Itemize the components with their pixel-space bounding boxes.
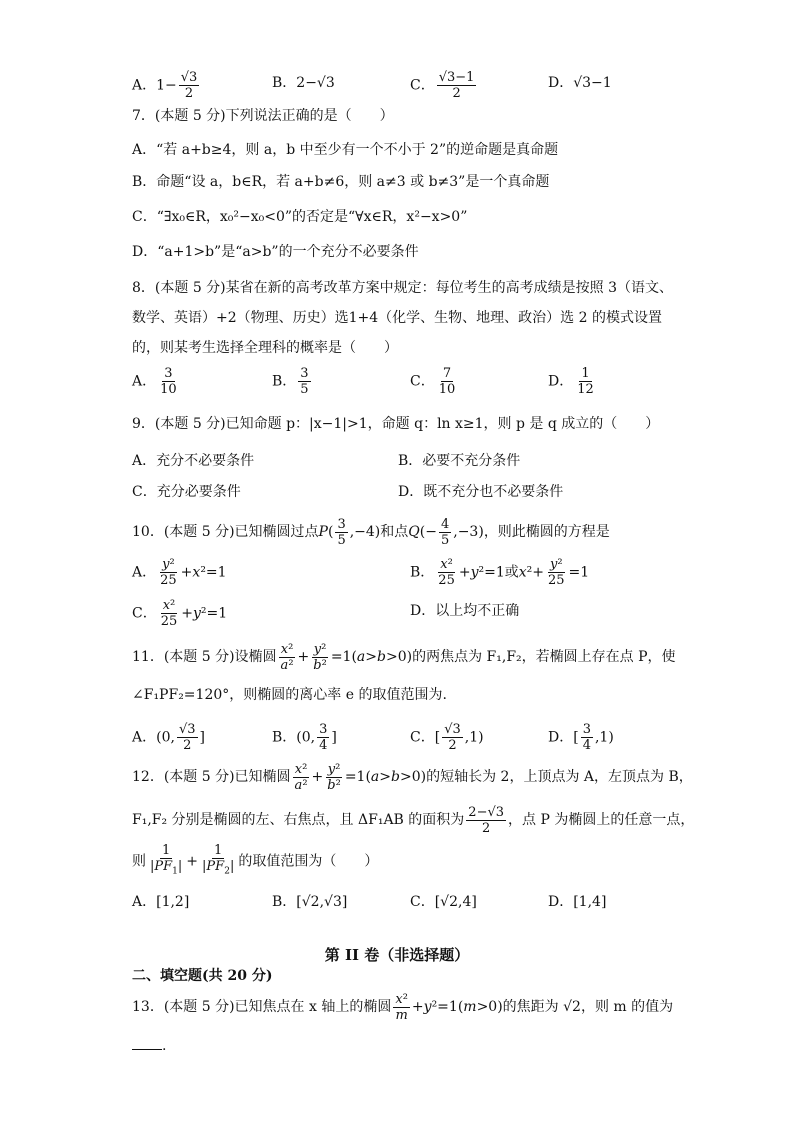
q8-option-a: A． $\frac{3}{10}$ (132, 366, 177, 397)
q6-option-d: D．√3−1 (548, 75, 612, 91)
q8-option-c: C． $\frac{7}{10}$ (410, 366, 456, 397)
q6-option-a: A．1− $\frac{√3}{2}$ (132, 70, 198, 101)
section-title: 第 II 卷（非选择题） (324, 946, 470, 964)
q11-option-d: D．[ $\frac{3}{4}$ ,1) (548, 722, 614, 753)
q9-option-b: B．必要不充分条件 (398, 453, 521, 469)
q6-option-c: C． $\frac{√3-1}{2}$ (410, 70, 475, 101)
q10-option-c: C． $\frac{\text{x²}}{25}$ +y²=1 (132, 598, 228, 629)
q12-stem: 12．(本题 5 分)已知椭圆 $\frac{\text{x²}}{\text{a²}}$ + $\frac{\text{y²}}{\text{b²}}$ =1(a>b>0)的短轴长为 2，上顶点为 A，左顶点为 B， (132, 761, 693, 793)
q11-stem: 11．(本题 5 分)设椭圆 $\frac{\text{x²}}{\text{a²}}$ + $\frac{\text{y²}}{\text{b²}}$ =1(a>b>0)的两焦点为 F₁,F₂，若椭圆上存在点 P，使 (132, 641, 676, 673)
section-subtitle: 二、填空题(共 20 分) (132, 968, 273, 984)
q11-line2: ∠F₁PF₂=120°，则椭圆的离心率 e 的取值范围为. (132, 687, 447, 703)
q10-option-a: A． $\frac{\text{y²}}{25}$ +x²=1 (132, 557, 227, 588)
q11-option-a: A．(0, $\frac{√3}{2}$ ] (132, 722, 205, 753)
q10-option-b: B． $\frac{\text{x²}}{25}$ +y²=1或x²+ $\frac{\text{y²}}{25}$ =1 (410, 557, 590, 588)
q12-option-b: B．[√2,√3] (272, 894, 348, 910)
q9-stem: 9．(本题 5 分)已知命题 p：|x−1|>1，命题 q：ln x≥1，则 p 是 q 成立的（ ） (132, 416, 660, 432)
q10-stem: 10．(本题 5 分)已知椭圆过点P( $\frac{3}{5}$ ,−4)和点Q(− $\frac{4}{5}$ ,−3)，则此椭圆的方程是 (132, 516, 610, 548)
q9-option-a: A．充分不必要条件 (132, 453, 255, 469)
q13-answer-blank[interactable]: . (132, 1036, 166, 1056)
q7-option-a: A．“若 a+b≥4，则 a，b 中至少有一个不小于 2”的逆命题是真命题 (132, 142, 559, 158)
q8-line3: 的，则某考生选择全理科的概率是（ ） (132, 340, 398, 356)
q6-option-b: B．2−√3 (272, 75, 335, 91)
q12-option-d: D．[1,4] (548, 894, 607, 910)
q11-option-b: B．(0, $\frac{3}{4}$ ] (272, 722, 337, 753)
q12-option-a: A．[1,2] (132, 894, 190, 910)
q13-stem: 13．(本题 5 分)已知焦点在 x 轴上的椭圆 $\frac{\text{x²}}{m}$ +y²=1(m>0)的焦距为 √2，则 m 的值为 (132, 991, 674, 1023)
q12-option-c: C．[√2,4] (410, 894, 477, 910)
q12-line2: F₁,F₂ 分别是椭圆的左、右焦点，且 ΔF₁AB 的面积为 $\frac{2-√3}{2}$ ，点 P 为椭圆上的任意一点， (132, 804, 695, 836)
q8-option-d: D． $\frac{1}{12}$ (548, 366, 594, 397)
q8-line1: 8．(本题 5 分)某省在新的高考改革方案中规定：每位考生的高考成绩是按照 3（语文、 (132, 280, 673, 296)
q9-option-c: C．充分必要条件 (132, 484, 241, 500)
q7-option-b: B．命题“设 a，b∈R，若 a+b≠6，则 a≠3 或 b≠3”是一个真命题 (132, 174, 550, 190)
q7-option-c: C．“∃x₀∈R，x₀²−x₀<0”的否定是“∀x∈R，x²−x>0” (132, 209, 468, 225)
q9-option-d: D．既不充分也不必要条件 (398, 484, 564, 500)
q12-line3: 则 $\frac{1}{|PF_1|}$ + $\frac{1}{|PF_2|}$ 的取值范围为（ ） (132, 843, 379, 877)
q8-option-b: B． $\frac{3}{5}$ (272, 366, 309, 397)
q7-option-d: D．“a+1>b”是“a>b”的一个充分不必要条件 (132, 244, 419, 260)
q11-option-c: C．[ $\frac{√3}{2}$ ,1) (410, 722, 484, 753)
q8-line2: 数学、英语）+2（物理、历史）选1+4（化学、生物、地理、政治）选 2 的模式设置 (132, 310, 662, 326)
q7-stem: 7．(本题 5 分)下列说法正确的是（ ） (132, 108, 394, 124)
q10-option-d: D．以上均不正确 (410, 603, 520, 619)
